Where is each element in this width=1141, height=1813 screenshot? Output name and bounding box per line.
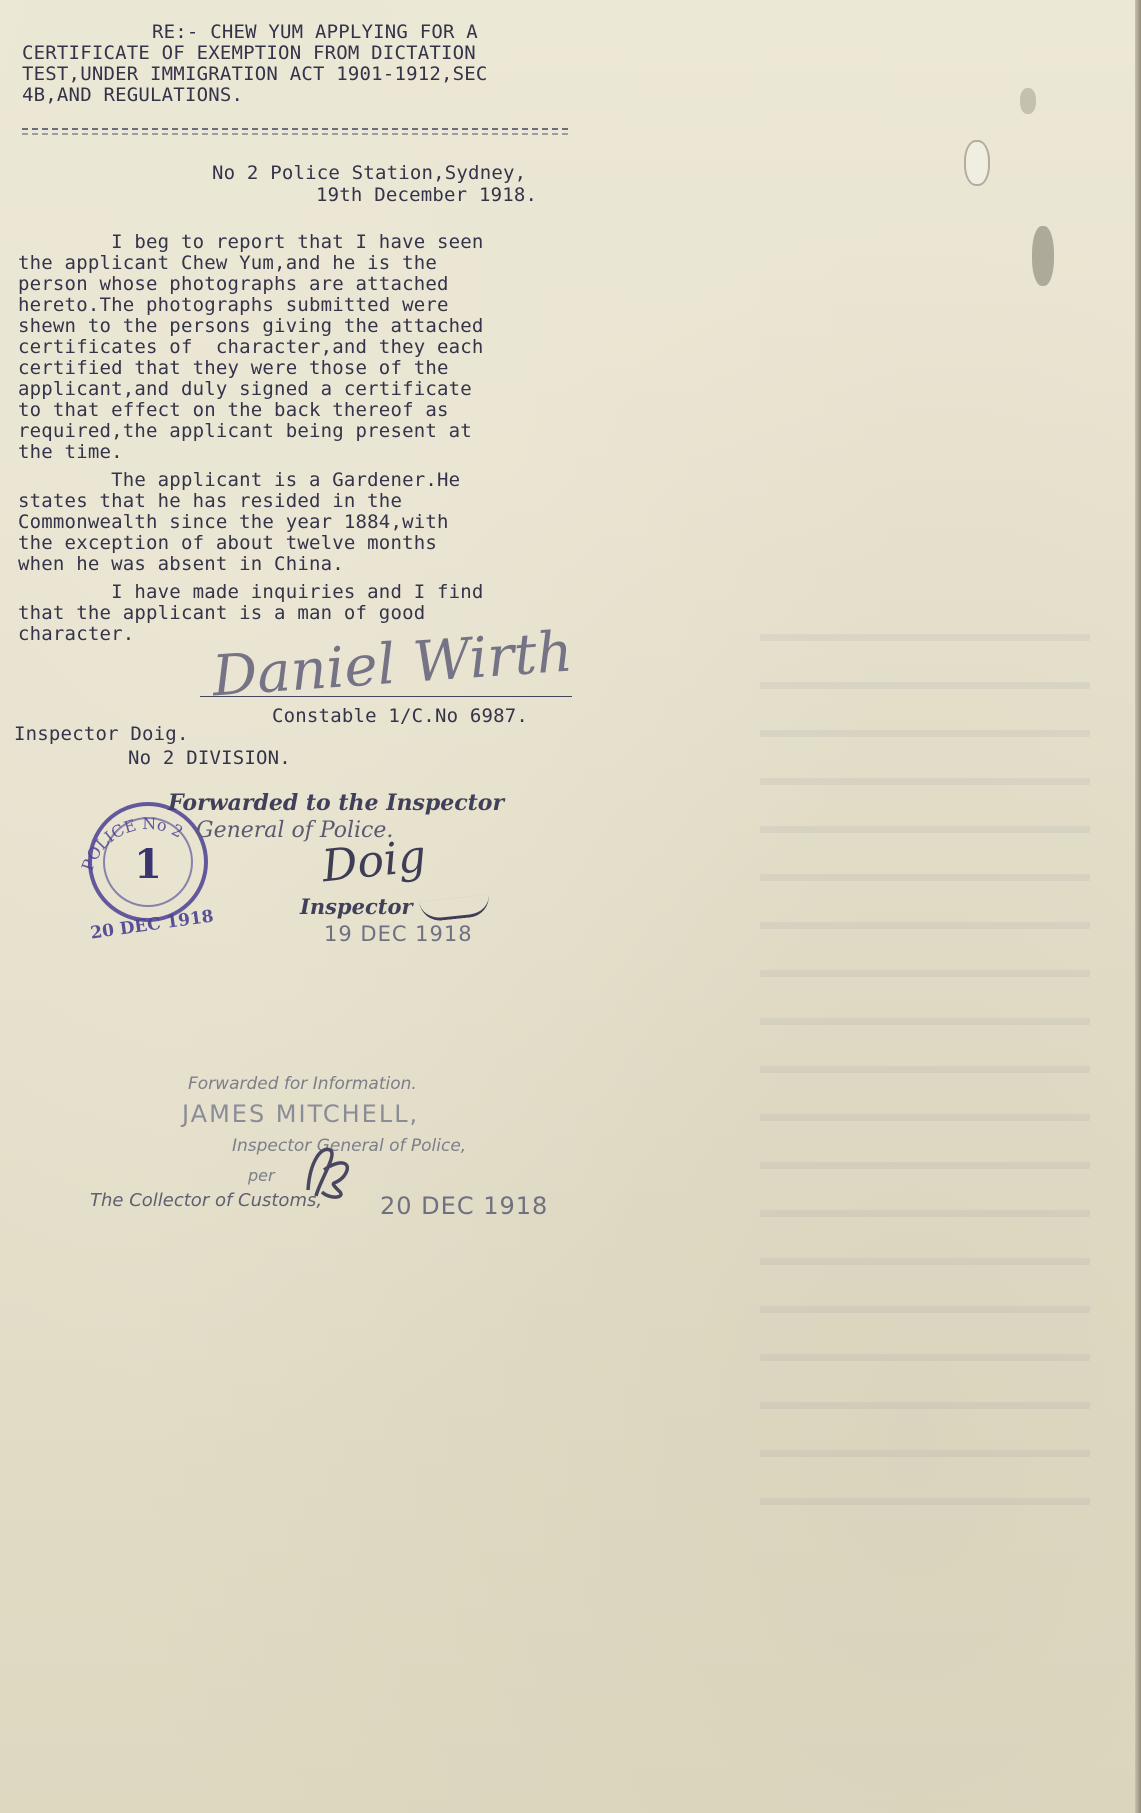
info-stamp-line: Forwarded for Information. (188, 1074, 417, 1094)
report-line: character. (18, 623, 135, 645)
inspector-check-mark (419, 894, 491, 922)
report-line: The applicant is a Gardener.He (18, 469, 461, 491)
constable-line: Constable 1/C.No 6987. (272, 705, 529, 727)
heading-line: RE:- CHEW YUM APPLYING FOR A (152, 21, 478, 43)
info-stamp-line: The Collector of Customs, (90, 1190, 323, 1211)
report-line: the time. (18, 441, 123, 463)
report-line: I beg to report that I have seen (18, 231, 484, 253)
report-line: the exception of about twelve months (18, 532, 438, 554)
heading-underline (22, 133, 568, 135)
report-line: I have made inquiries and I find (18, 581, 484, 603)
heading-line: 4B,AND REGULATIONS. (22, 84, 244, 106)
report-line: Commonwealth since the year 1884,with (18, 511, 449, 533)
report-line: to that effect on the back thereof as (18, 399, 449, 421)
inspector-signature: Doig (319, 830, 429, 893)
report-line: hereto.The photographs submitted were (18, 294, 449, 316)
report-line: states that he has resided in the (18, 490, 403, 512)
report-line: the applicant Chew Yum,and he is the (18, 252, 438, 274)
report-line: required,the applicant being present at (18, 420, 472, 442)
edge-stain (1032, 226, 1054, 286)
info-stamp-date: 20 DEC 1918 (380, 1192, 549, 1220)
constable-signature: Daniel Wirth (210, 619, 575, 710)
forwarded-stamp-line: Forwarded to the Inspector (168, 790, 505, 816)
inspector-addressee: Inspector Doig. (14, 723, 189, 745)
round-stamp-date: 20 DEC 1918 (89, 906, 215, 944)
forwarded-stamp-line: General of Police. (196, 818, 394, 843)
report-line: shewn to the persons giving the attached (18, 315, 484, 337)
edge-stain (964, 140, 990, 186)
report-line: certificates of character,and they each (18, 336, 484, 358)
address-date: 19th December 1918. (316, 184, 538, 206)
report-line: applicant,and duly signed a certificate (18, 378, 472, 400)
heading-underline (22, 128, 568, 130)
heading-line: CERTIFICATE OF EXEMPTION FROM DICTATION (22, 42, 476, 64)
info-stamp-line: per (248, 1166, 275, 1185)
show-through-text (760, 600, 1090, 1520)
address-line: No 2 Police Station,Sydney, (212, 162, 527, 184)
division-line: No 2 DIVISION. (128, 747, 291, 769)
info-stamp-line: Inspector General of Police, (232, 1136, 467, 1156)
signature-line (200, 696, 572, 697)
report-body (18, 232, 578, 662)
round-stamp-center: 1 (134, 841, 162, 888)
page-edge (1135, 0, 1141, 1813)
report-line: person whose photographs are attached (18, 273, 449, 295)
report-line: certified that they were those of the (18, 357, 449, 379)
report-line: that the applicant is a man of good (18, 602, 426, 624)
heading-line: TEST,UNDER IMMIGRATION ACT 1901-1912,SEC (22, 63, 488, 85)
edge-stain (1020, 88, 1036, 114)
round-stamp-arc-text: POLICE No 2 (77, 813, 187, 874)
info-stamp-name: JAMES MITCHELL, (182, 1100, 420, 1128)
inspector-title: Inspector (300, 894, 413, 919)
inspector-date-stamp: 19 DEC 1918 (324, 922, 473, 946)
report-line: when he was absent in China. (18, 553, 344, 575)
